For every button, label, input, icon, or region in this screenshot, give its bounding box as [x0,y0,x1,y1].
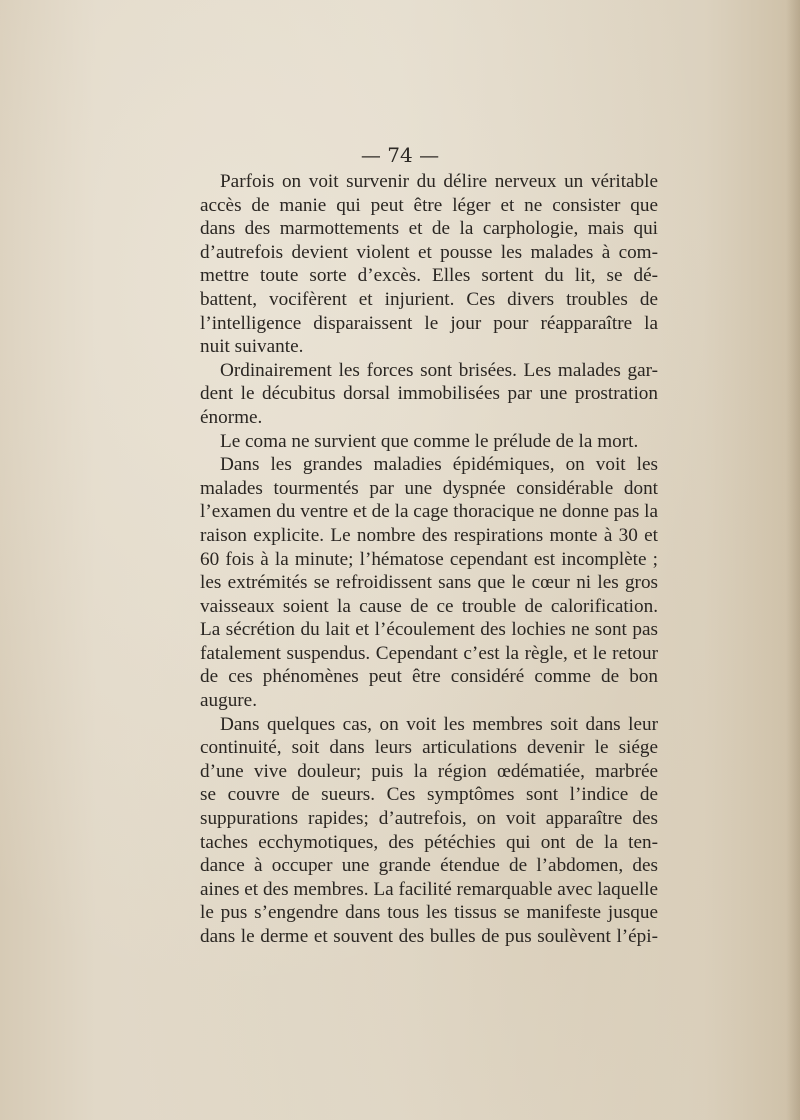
text-line: Le coma ne survient que comme le prélude de la mort. [220,430,639,452]
text-line: énorme. [200,406,263,428]
text-line: dent le décubitus dorsal immobilisées par une prostration [200,383,658,405]
text-line: malades tourmentés par une dyspnée considérable dont [200,477,658,499]
body-text [200,170,658,949]
text-line: taches ecchymotiques, des pétéchies qui ont de la ten- [200,831,658,853]
text-line: l’examen du ventre et de la cage thoracique ne donne pas la [200,501,658,523]
text-line: suppurations rapides; d’autrefois, on voit apparaître des [200,808,658,830]
text-line: vaisseaux soient la cause de ce trouble de calorification. [200,595,658,617]
text-line: aines et des membres. La facilité remarquable avec laquelle [200,878,658,900]
text-line: Dans quelques cas, on voit les membres soit dans leur [220,713,658,735]
text-line: dans le derme et souvent des bulles de pus soulèvent l’épi- [200,926,658,947]
text-line: raison explicite. Le nombre des respirations monte à 30 et [200,524,658,546]
text-line: l’intelligence disparaissent le jour pour réapparaître la [200,312,658,334]
text-line: de ces phénomènes peut être considéré comme de bon [200,666,658,688]
text-line: continuité, soit dans leurs articulations devenir le siége [200,737,658,759]
text-line: d’une vive douleur; puis la région œdématiée, marbrée [200,760,658,782]
text-line: se couvre de sueurs. Ces symptômes sont l’indice de [200,784,658,806]
text-line: La sécrétion du lait et l’écoulement des lochies ne sont pas [200,619,658,641]
text-line: Ordinairement les forces sont brisées. Les malades gar- [220,359,658,381]
text-line: augure. [200,690,258,712]
text-line: d’autrefois devient violent et pousse les malades à com- [200,241,658,263]
text-line: 60 fois à la minute; l’hématose cependant est incomplète ; [200,548,658,570]
text-line: dance à occuper une grande étendue de l’abdomen, des [200,855,658,877]
text-line: nuit suivante. [200,336,304,358]
text-line: accès de manie qui peut être léger et ne consister que [200,194,658,216]
text-line: le pus s’engendre dans tous les tissus se manifeste jusque [200,902,658,924]
text-line: fatalement suspendus. Cependant c’est la règle, et le retour [200,642,658,664]
text-line: les extrémités se refroidissent sans que le cœur ni les gros [200,572,658,594]
text-line: Parfois on voit survenir du délire nerveux un véritable [220,171,658,192]
page-number: — 74 — [360,143,440,167]
page-edge-shadow [786,0,800,1120]
text-line: mettre toute sorte d’excès. Elles sortent du lit, se dé- [200,265,658,287]
text-line: dans des marmottements et de la carphologie, mais qui [200,218,658,240]
text-line: Dans les grandes maladies épidémiques, on voit les [220,454,658,476]
text-line: battent, vocifèrent et injurient. Ces divers troubles de [200,288,658,310]
